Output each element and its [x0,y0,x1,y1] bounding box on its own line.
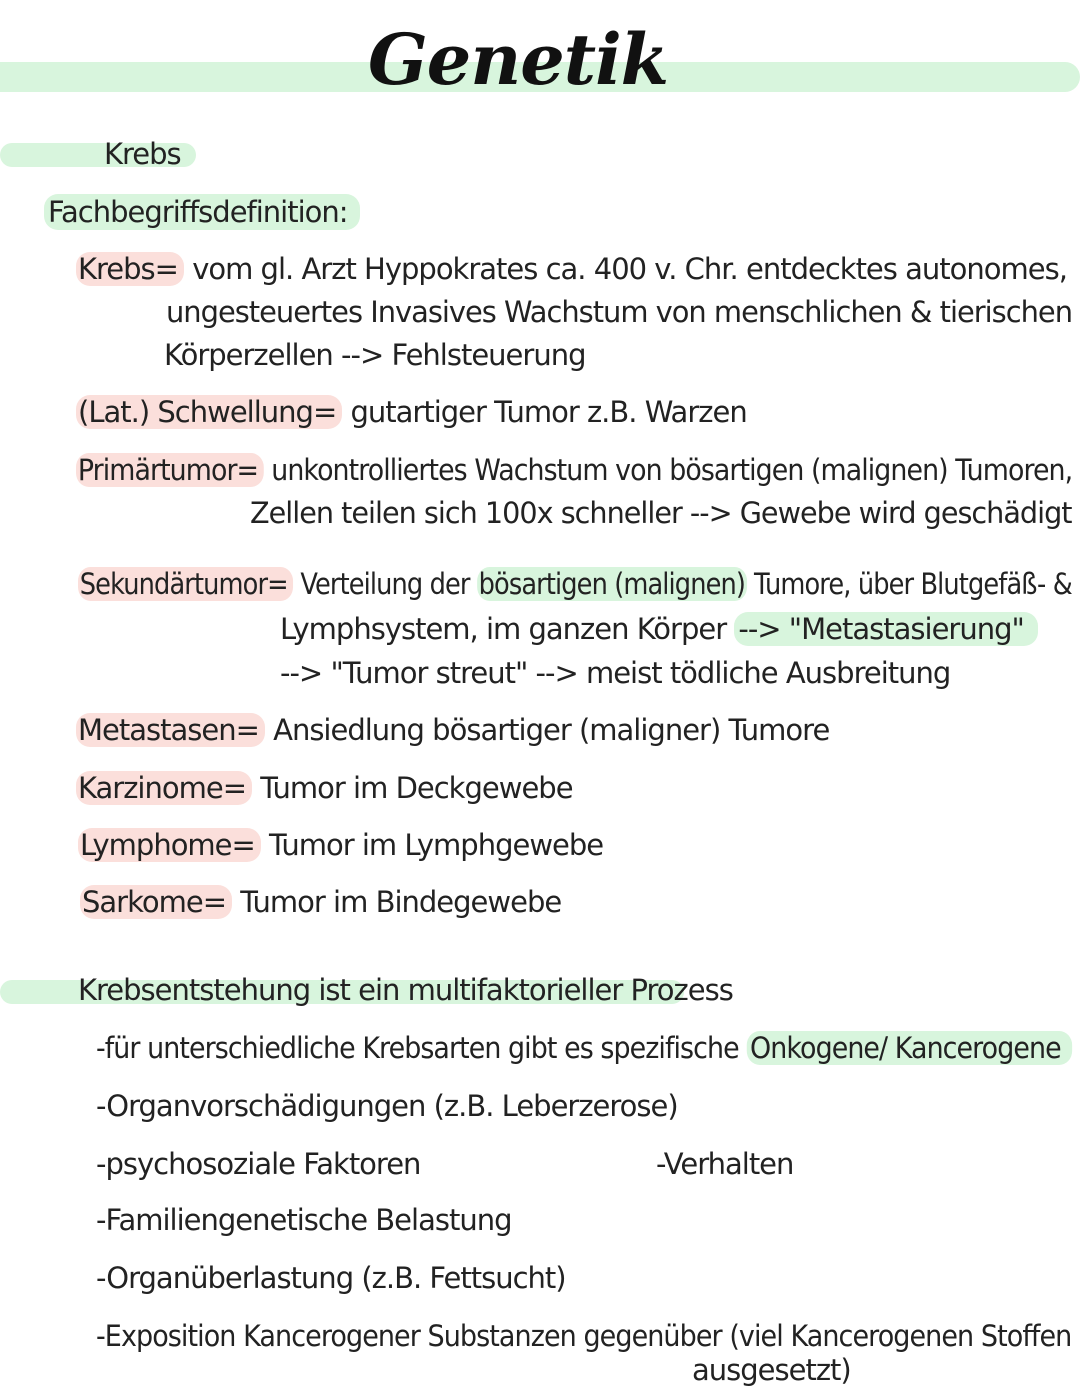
process-item-1-row [96,1030,1072,1066]
def-primaertumor-line1: unkontrolliertes Wachstum von bösartigen (malignen) Tumoren, [271,453,1073,487]
def-primaertumor-row [76,452,1072,488]
def-sekundaertumor-line1-post: Tumore, über Blutgefäß- & [754,567,1072,601]
def-schwellung-row [76,394,747,430]
section-heading: Krebs [104,137,181,171]
process-item-5: -Organüberlastung (z.B. Fettsucht) [96,1261,566,1295]
def-primaertumor-line2: Zellen teilen sich 100x schneller --> Gewebe wird geschädigt [250,496,1072,530]
def-karzinome-line1: Tumor im Deckgewebe [260,771,573,805]
process-item-4: -Familiengenetische Belastung [96,1203,512,1237]
def-krebs-line3: Körperzellen --> Fehlsteuerung [164,338,586,372]
def-schwellung-line1: gutartiger Tumor z.B. Warzen [350,395,747,429]
process-item-6-line1: -Exposition Kancerogener Substanzen gegenüber (viel Kancerogenen Stoffen [96,1319,1072,1353]
def-sarkome-term: Sarkome= [80,885,232,919]
subheading: Fachbegriffsdefinition: [44,194,360,230]
def-sekundaertumor-line3: --> "Tumor streut" --> meist tödliche Ausbreitung [280,656,951,690]
process-item-3-right: -Verhalten [656,1147,794,1181]
def-lymphome-line1: Tumor im Lymphgewebe [269,828,604,862]
def-primaertumor-term: Primärtumor= [76,453,264,487]
def-metastasen-line1: Ansiedlung bösartiger (maligner) Tumore [273,713,830,747]
def-metastasen-row [76,712,829,748]
def-krebs-line2: ungesteuertes Invasives Wachstum von menschlichen & tierischen [166,295,1073,329]
def-sekundaertumor-line1-highlight: bösartigen (malignen) [478,567,746,601]
def-lymphome-row [78,827,603,863]
def-lymphome-term: Lymphome= [78,828,261,862]
def-karzinome-term: Karzinome= [76,771,252,805]
process-item-6-line2: ausgesetzt) [692,1353,851,1387]
def-sarkome-line1: Tumor im Bindegewebe [240,885,562,919]
def-sekundaertumor-row [78,566,1072,602]
def-karzinome-row [76,770,573,806]
def-krebs-term: Krebs= [76,252,184,286]
def-sekundaertumor-line1-pre: Verteilung der [300,567,470,601]
def-krebs-line1: vom gl. Arzt Hyppokrates ca. 400 v. Chr. entdecktes autonomes, [192,252,1067,286]
def-metastasen-term: Metastasen= [76,713,265,747]
def-sekundaertumor-line2-highlight: --> "Metastasierung" [734,612,1037,646]
process-item-3: -psychosoziale Faktoren [96,1147,421,1181]
process-item-1-highlight: Onkogene/ Kancerogene [746,1031,1071,1065]
def-krebs-row [76,251,1067,287]
process-heading: Krebsentstehung ist ein multifaktorieller Prozess [78,973,733,1007]
def-sekundaertumor-line2-pre: Lymphsystem, im ganzen Körper [280,612,727,646]
def-sekundaertumor-term: Sekundärtumor= [78,567,293,601]
def-sarkome-row [80,884,561,920]
page-title: Genetik [368,18,669,101]
def-sekundaertumor-line2-row [280,611,1038,647]
process-item-2: -Organvorschädigungen (z.B. Leberzerose) [96,1089,678,1123]
process-item-1-pre: -für unterschiedliche Krebsarten gibt es spezifische [96,1031,739,1065]
def-schwellung-term: (Lat.) Schwellung= [76,395,342,429]
